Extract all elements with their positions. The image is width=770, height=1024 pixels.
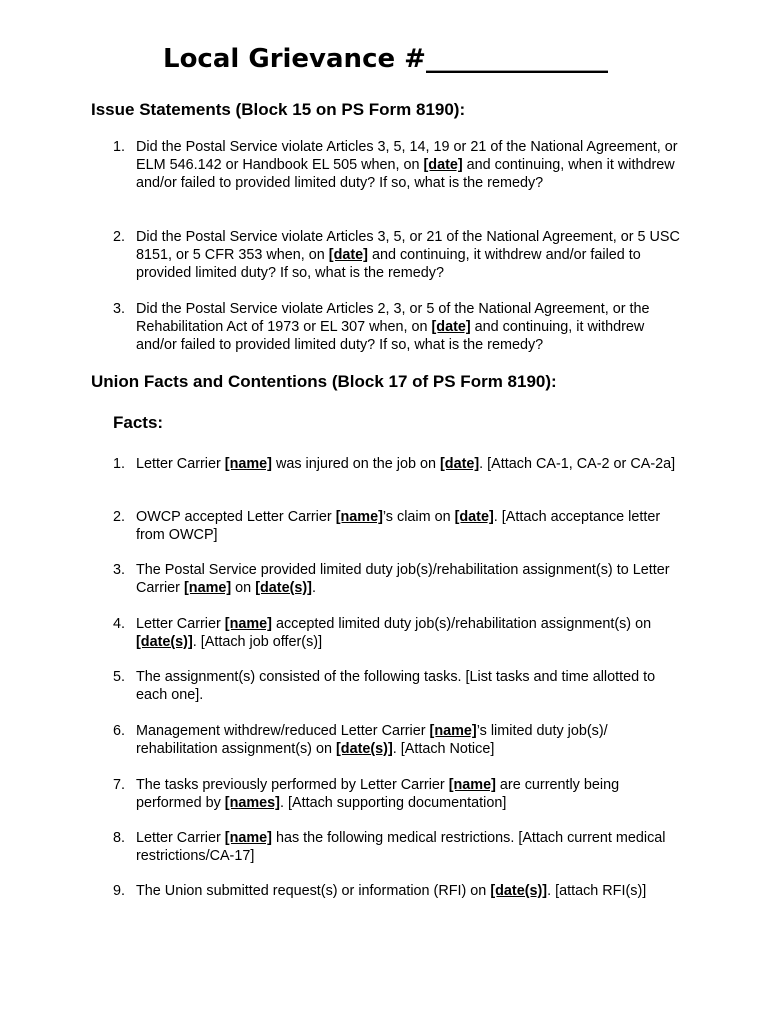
text-run: The Postal Service provided limited duty job(s)/rehabilitation assignment(s) to Letter Carrier [136,562,670,596]
facts-heading: Facts: [113,413,164,432]
text-run: ’s limited duty job(s)/ rehabilitation assignment(s) on [136,723,608,757]
fact-item [113,455,681,473]
text-run: accepted limited duty job(s)/rehabilitation assignment(s) on [271,616,652,632]
item-number: 1. [113,456,126,472]
fact-item [113,508,681,544]
placeholder-field: [names] [224,795,280,811]
text-run: Did the Postal Service violate Articles 2, 3, or 5 of the National Agreement, or the Rehabilitation Act of 1973 or EL 307 when, on [136,301,650,335]
text-run: Letter Carrier [136,830,225,846]
item-number: 2. [113,509,126,525]
placeholder-field: [name] [183,580,232,596]
item-number: 7. [113,777,126,793]
issue-statements-heading: Issue Statements (Block 15 on PS Form 8190): [91,100,466,119]
text-run: . [Attach CA-1, CA-2 or CA-2a] [479,456,676,472]
item-text [136,829,681,865]
text-run: . [Attach supporting documentation] [279,795,507,811]
issue-item [113,228,681,282]
placeholder-field: [name] [224,830,272,846]
item-text [136,561,681,597]
item-text [136,615,681,651]
fact-item [113,722,681,758]
fact-item [113,561,681,597]
text-run: Letter Carrier [136,456,225,472]
text-run: ’s claim on [382,509,455,525]
fact-item [113,829,681,865]
text-run: The tasks previously performed by Letter Carrier [136,777,449,793]
placeholder-field: [date] [454,509,494,525]
fact-item [113,776,681,812]
item-text [136,300,681,354]
item-number: 5. [113,669,126,685]
item-text [136,508,681,544]
item-number: 6. [113,723,126,739]
item-text [136,776,681,812]
union-facts-heading: Union Facts and Contentions (Block 17 of PS Form 8190): [91,372,557,391]
item-number: 1. [113,139,126,155]
text-run: and continuing, when it withdrew and/or failed to provided limited duty? If so, what is the remedy? [136,157,675,191]
placeholder-field: [date(s)] [490,883,548,899]
text-run: has the following medical restrictions. [Attach current medical restrictions/CA-17] [136,830,666,864]
placeholder-field: [date] [423,157,463,173]
issue-item [113,138,681,192]
item-number: 3. [113,562,126,578]
text-run: on [231,580,256,596]
fact-item [113,882,681,900]
item-text [136,722,681,758]
placeholder-field: [name] [335,509,383,525]
text-run: and continuing, it withdrew and/or failed to provided limited duty? If so, what is the remedy? [136,247,641,281]
text-run: . [Attach job offer(s)] [192,634,323,650]
fact-item [113,668,681,704]
placeholder-field: [name] [448,777,496,793]
item-text [136,455,681,473]
text-run: The Union submitted request(s) or information (RFI) on [136,883,491,899]
placeholder-field: [name] [224,616,272,632]
text-run: . [attach RFI(s)] [547,883,647,899]
text-run: . [Attach Notice] [392,741,495,757]
placeholder-field: [date] [439,456,480,472]
text-run: Management withdrew/reduced Letter Carrier [136,723,430,739]
text-run: are currently being performed by [136,777,620,811]
text-run: The assignment(s) consisted of the following tasks. [List tasks and time allotted to each one]. [136,669,656,703]
item-text [136,228,681,282]
placeholder-field: [date] [328,247,368,263]
text-run: was injured on the job on [271,456,440,472]
text-run: OWCP accepted Letter Carrier [136,509,336,525]
text-run: . [311,580,316,596]
fact-item [113,615,681,651]
item-number: 8. [113,830,126,846]
item-text [136,668,681,704]
placeholder-field: [date(s)] [335,741,393,757]
page-title: Local Grievance #______________ [163,44,608,74]
placeholder-field: [date(s)] [255,580,312,596]
text-run: . [Attach acceptance letter from OWCP] [136,509,661,543]
placeholder-field: [date(s)] [136,634,193,650]
item-text [136,882,681,900]
placeholder-field: [name] [429,723,477,739]
item-text [136,138,681,192]
text-run: Did the Postal Service violate Articles 3, 5, 14, 19 or 21 of the National Agreement, or ELM 546.142 or Handbook EL 505 when, on [136,139,678,173]
placeholder-field: [date] [431,319,471,335]
issue-item [113,300,681,354]
item-number: 4. [113,616,126,632]
placeholder-field: [name] [224,456,272,472]
text-run: Did the Postal Service violate Articles 3, 5, or 21 of the National Agreement, or 5 USC 8151, or 5 CFR 353 when, on [136,229,680,263]
item-number: 3. [113,301,126,317]
text-run: Letter Carrier [136,616,225,632]
item-number: 2. [113,229,126,245]
item-number: 9. [113,883,126,899]
text-run: and continuing, it withdrew and/or failed to provided limited duty? If so, what is the remedy? [136,319,645,353]
